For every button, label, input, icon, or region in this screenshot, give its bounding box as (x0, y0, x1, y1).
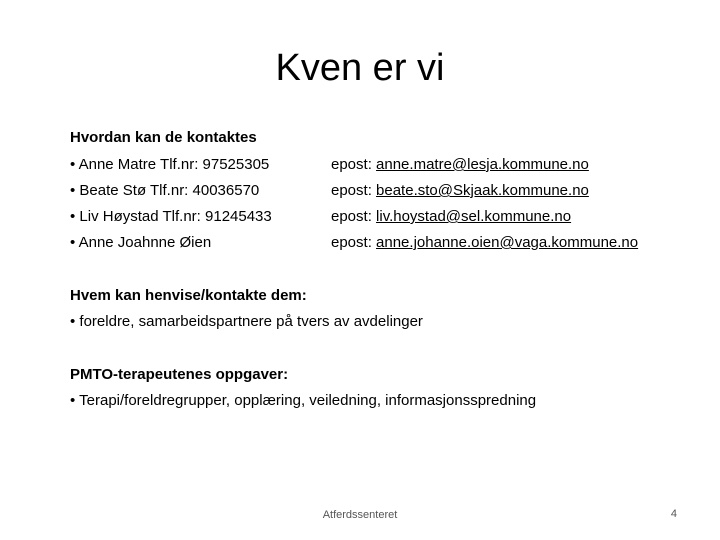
footer-label: Atferdssenteret (322, 509, 398, 521)
contact-line: • Anne Joahnne Øien (70, 234, 212, 251)
contact-email-line (331, 207, 571, 227)
contact-line: • Liv Høystad Tlf.nr: 91245433 (70, 208, 272, 225)
email-link[interactable]: beate.sto@Skjaak.kommune.no (376, 182, 589, 199)
tasks-heading: PMTO-terapeutenes oppgaver: (70, 366, 289, 383)
email-link[interactable]: anne.johanne.oien@vaga.kommune.no (376, 234, 639, 251)
email-prefix: epost: (331, 234, 377, 251)
tasks-item: • Terapi/foreldregrupper, opplæring, veiledning, informasjonsspredning (70, 392, 537, 409)
referral-heading: Hvem kan henvise/kontakte dem: (70, 287, 307, 304)
contact-email-line (331, 181, 589, 201)
contact-line: • Anne Matre Tlf.nr: 97525305 (70, 156, 270, 173)
contact-line: • Beate Stø Tlf.nr: 40036570 (70, 182, 260, 199)
email-prefix: epost: (331, 208, 377, 225)
slide-title: Kven er vi (275, 47, 445, 89)
contacts-heading: Hvordan kan de kontaktes (70, 129, 257, 146)
email-prefix: epost: (331, 156, 377, 173)
email-prefix: epost: (331, 182, 377, 199)
email-link[interactable]: anne.matre@lesja.kommune.no (376, 156, 589, 173)
email-link[interactable]: liv.hoystad@sel.kommune.no (376, 208, 572, 225)
page-number: 4 (670, 508, 677, 520)
referral-item: • foreldre, samarbeidspartnere på tvers av avdelinger (70, 313, 423, 330)
contact-email-line (331, 233, 638, 253)
contact-email-line (331, 155, 589, 175)
